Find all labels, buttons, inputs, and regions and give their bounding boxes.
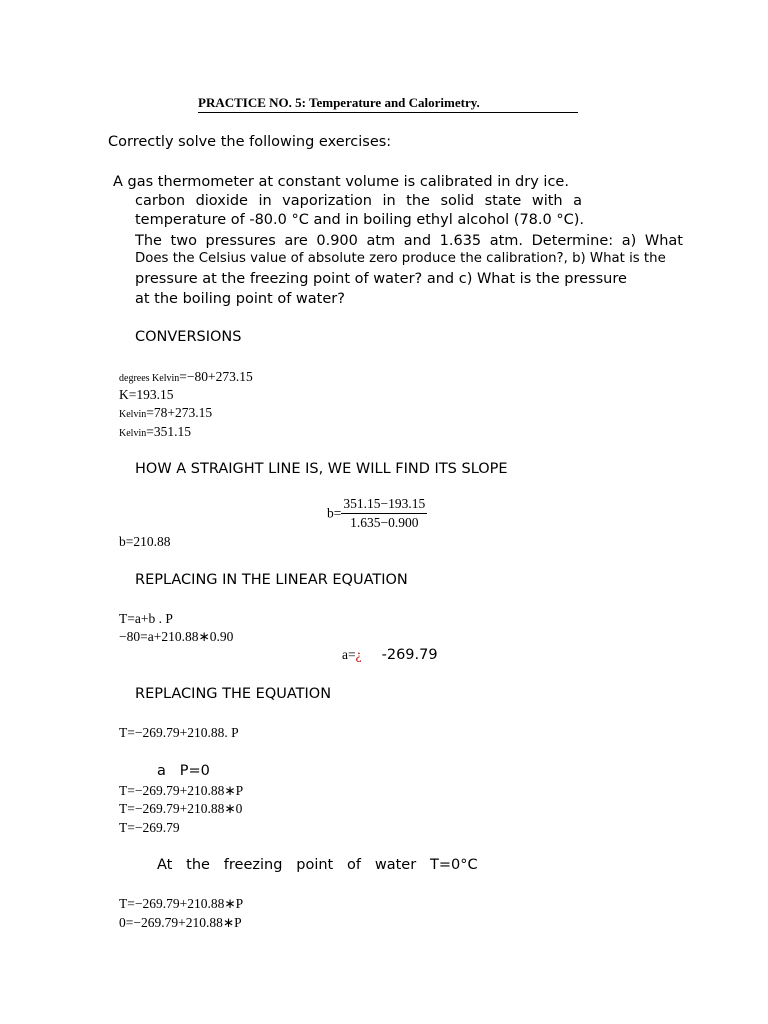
linear-substitution: −80=a+210.88∗0.90: [119, 629, 234, 644]
p-zero-equation-2: T=−269.79+210.88∗0: [119, 801, 243, 816]
problem-line-1: A gas thermometer at constant volume is calibrated in dry ice.: [113, 174, 569, 190]
replacing-heading: REPLACING THE EQUATION: [135, 686, 332, 702]
freezing-equation-1: T=−269.79+210.88∗P: [119, 896, 244, 911]
conversions-heading: CONVERSIONS: [135, 329, 242, 345]
slope-denominator: 1.635−0.900: [350, 515, 419, 530]
problem-line-3: temperature of -80.0 °C and in boiling ethyl alcohol (78.0 °C).: [135, 212, 584, 228]
slope-result: b=210.88: [119, 534, 171, 549]
freezing-heading: At the freezing point of water T=0°C: [157, 857, 478, 873]
slope-heading: HOW A STRAIGHT LINE IS, WE WILL FIND ITS SLOPE: [135, 461, 508, 477]
slope-numerator: 351.15−193.15: [341, 496, 427, 514]
p-zero-heading: a P=0: [157, 763, 210, 779]
slope-fraction: [341, 496, 427, 531]
linear-equation: T=a+b . P: [119, 611, 173, 626]
a-result: [342, 647, 438, 663]
problem-line-4: The two pressures are 0.900 atm and 1.635 atm. Determine: a) What: [135, 233, 683, 249]
p-zero-equation-3: T=−269.79: [119, 820, 180, 835]
instruction-text: Correctly solve the following exercises:: [108, 134, 392, 150]
p-zero-equation-1: T=−269.79+210.88∗P: [119, 783, 244, 798]
conversion-1-expression: =−80+273.15: [179, 369, 253, 384]
page-title: PRACTICE NO. 5: Temperature and Calorimetry.: [198, 95, 578, 113]
freezing-equation-2: 0=−269.79+210.88∗P: [119, 915, 242, 930]
slope-lhs: b=: [327, 505, 342, 521]
conversion-line-2: K=193.15: [119, 387, 174, 402]
conversion-4-expression: =351.15: [146, 424, 191, 439]
linear-heading: REPLACING IN THE LINEAR EQUATION: [135, 572, 408, 588]
conversion-1-unit: degrees Kelvin: [119, 373, 180, 384]
conversion-4-unit: Kelvin: [119, 428, 147, 439]
conversion-line-4: [119, 424, 191, 440]
a-value: -269.79: [381, 647, 438, 663]
a-label: a=: [342, 647, 356, 662]
problem-line-6: pressure at the freezing point of water? and c) What is the pressure: [135, 271, 627, 287]
problem-line-7: at the boiling point of water?: [135, 291, 345, 307]
problem-line-5: Does the Celsius value of absolute zero produce the calibration?, b) What is the: [135, 251, 666, 266]
conversion-3-expression: =78+273.15: [146, 405, 213, 420]
problem-line-2: carbon dioxide in vaporization in the solid state with a: [135, 193, 582, 209]
conversion-3-unit: Kelvin: [119, 409, 147, 420]
conversion-line-1: [119, 369, 253, 385]
replacing-equation: T=−269.79+210.88. P: [119, 725, 239, 740]
slope-formula: [327, 496, 427, 531]
a-glyph: ¿: [355, 647, 362, 662]
conversion-line-3: [119, 405, 212, 421]
